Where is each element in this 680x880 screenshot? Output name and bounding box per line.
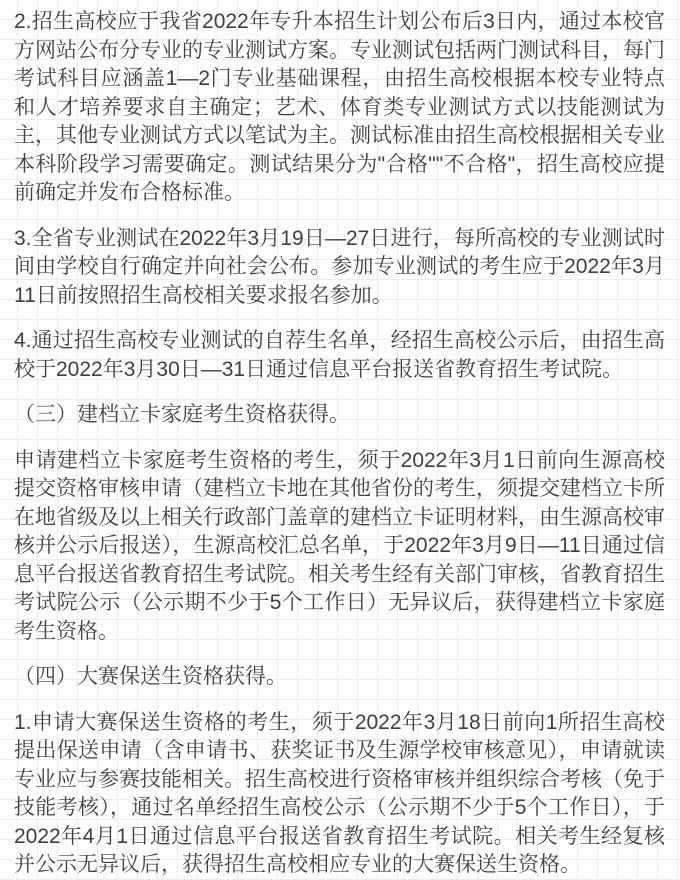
paragraph-test-plan: 2.招生高校应于我省2022年专升本招生计划公布后3日内，通过本校官方网站公布分专业的专业测试方案。专业测试包括两门测试科目，每门考试科目应涵盖1—2门专业基础课程，由招生高校根据本校专业特点和人才培养要求自主确定；艺术、体育类专业测试方式以技能测试为主，其他专业测试方式以笔试为主。测试标准由招生高校根据相关专业本科阶段学习需要确定。测试结果分为"合格""不合格"，招生高校应提前确定并发布合格标准。	[14, 10, 665, 204]
paragraph-poverty-family-qualification: 申请建档立卡家庭考生资格的考生，须于2022年3月1日前向生源高校提交资格审核申请（建档立卡地在其他省份的考生，须提交建档立卡所在地省级及以上相关行政部门盖章的建档立卡证明材料，由生源高校审核并公示后报送），生源高校汇总名单，于2022年3月9日—11日通过信息平台报送省教育招生考试院。相关考生经有关部门审核，省教育招生考试院公示（公示期不少于5个工作日）无异议后，获得建档立卡家庭考生资格。	[14, 448, 665, 643]
paragraph-competition-recommendation: 1.申请大赛保送生资格的考生，须于2022年3月18日前向1所招生高校提出保送申请（含申请书、获奖证书及生源学校审核意见），申请就读专业应与参赛技能相关。招生高校进行资格审核并组织综合考核（免于技能考核），通过名单经招生高校公示（公示期不少于5个工作日），于2022年4月1日通过信息平台报送省教育招生考试院。相关考生经复核并公示无异议后，获得招生高校相应专业的大赛保送生资格。	[14, 710, 665, 876]
section-heading-3: （三）建档立卡家庭考生资格获得。	[14, 403, 350, 426]
paragraph-test-schedule: 3.全省专业测试在2022年3月19日—27日进行，每所高校的专业测试时间由学校自行确定并向社会公布。参加专业测试的考生应于2022年3月11日前按照招生高校相关要求报名参加。	[14, 226, 665, 307]
section-heading-4: （四）大赛保送生资格获得。	[14, 665, 287, 688]
paragraph-candidate-list-report: 4.通过招生高校专业测试的自荐生名单，经招生高校公示后，由招生高校于2022年3月30日—31日通过信息平台报送省教育招生考试院。	[14, 329, 665, 381]
